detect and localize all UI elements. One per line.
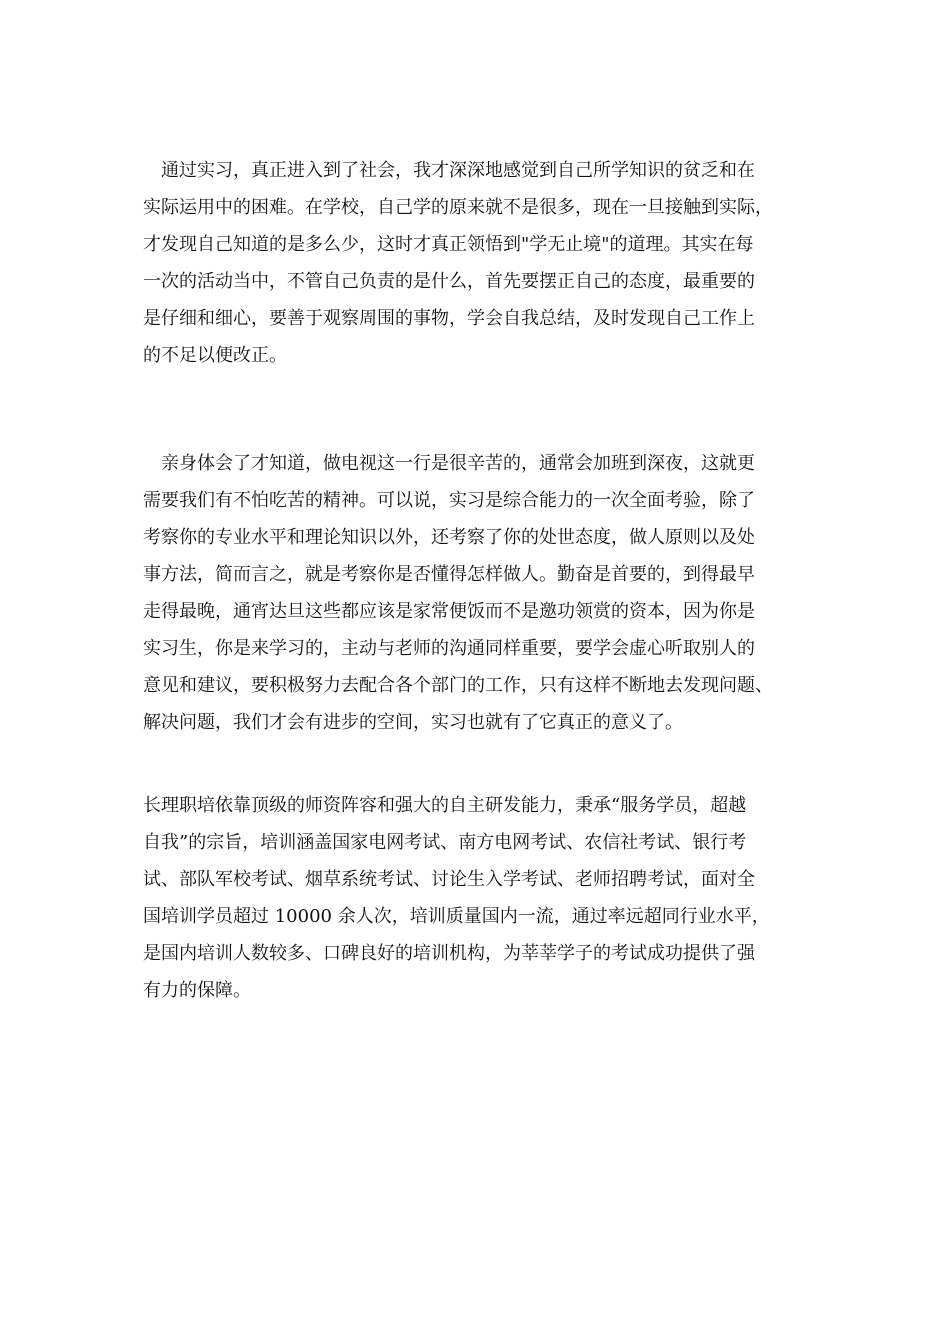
- paragraph-training-institution: [143, 787, 823, 1009]
- text-line: 事方法，简而言之，就是考察你是否懂得怎样做人。勤奋是首要的，到得最早: [143, 564, 755, 585]
- text-line: 自我”的宗旨，培训涵盖国家电网考试、南方电网考试、农信社考试、银行考: [143, 832, 747, 853]
- text-line: 亲身体会了才知道，做电视这一行是很辛苦的，通常会加班到深夜，这就更: [143, 453, 755, 474]
- text-line: 是国内培训人数较多、口碑良好的培训机构，为莘莘学子的考试成功提供了强: [143, 943, 755, 964]
- paragraph-tv-work-experience: [143, 445, 823, 741]
- text-line: 有力的保障。: [143, 980, 251, 1001]
- text-line: 走得最晚，通宵达旦这些都应该是家常便饭而不是邀功领赏的资本，因为你是: [143, 601, 755, 622]
- text-line: 才发现自己知道的是多么少，这时才真正领悟到"学无止境"的道理。其实在每: [143, 234, 754, 255]
- text-line: 国培训学员超过 10000 余人次，培训质量国内一流，通过率远超同行业水平，: [143, 906, 770, 927]
- paragraph-internship-reflection: [143, 152, 823, 374]
- text-line: 一次的活动当中，不管自己负责的是什么，首先要摆正自己的态度，最重要的: [143, 271, 755, 292]
- text-line: 通过实习，真正进入到了社会，我才深深地感觉到自己所学知识的贫乏和在: [143, 160, 755, 181]
- text-line: 实际运用中的困难。在学校，自己学的原来就不是很多，现在一旦接触到实际，: [143, 197, 773, 218]
- text-line: 需要我们有不怕吃苦的精神。可以说，实习是综合能力的一次全面考验，除了: [143, 490, 755, 511]
- text-line: 解决问题，我们才会有进步的空间，实习也就有了它真正的意义了。: [143, 712, 683, 733]
- text-line: 实习生，你是来学习的，主动与老师的沟通同样重要，要学会虚心听取别人的: [143, 638, 755, 659]
- text-line: 考察你的专业水平和理论知识以外，还考察了你的处世态度，做人原则以及处: [143, 527, 755, 548]
- text-line: 是仔细和细心，要善于观察周围的事物，学会自我总结，及时发现自己工作上: [143, 308, 755, 329]
- text-line: 长理职培依靠顶级的师资阵容和强大的自主研发能力，秉承“服务学员，超越: [143, 795, 747, 816]
- text-line: 意见和建议，要积极努力去配合各个部门的工作，只有这样不断地去发现问题、: [143, 675, 773, 696]
- text-line: 试、部队军校考试、烟草系统考试、讨论生入学考试、老师招聘考试，面对全: [143, 869, 755, 890]
- text-line: 的不足以便改正。: [143, 345, 287, 366]
